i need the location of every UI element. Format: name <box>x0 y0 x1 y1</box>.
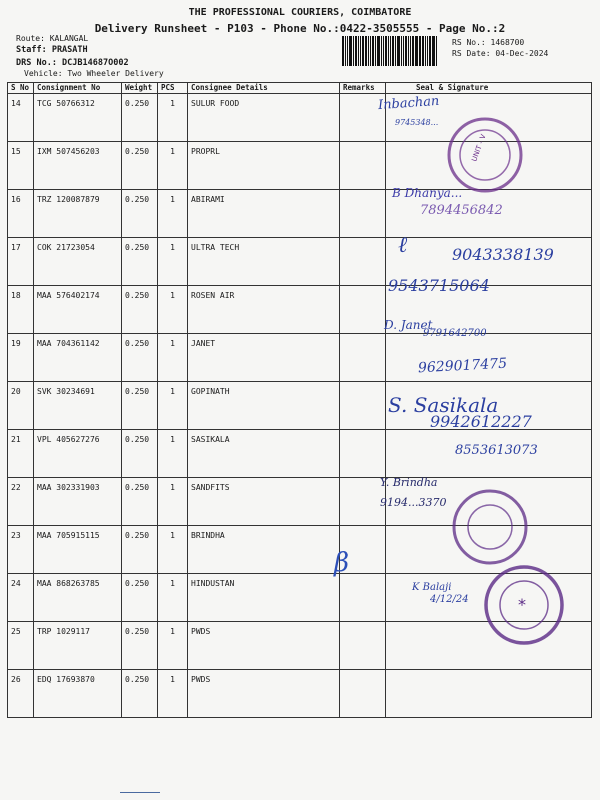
company-stamp-icon <box>476 560 572 650</box>
barcode-bar <box>375 36 376 66</box>
barcode-bar <box>405 36 407 66</box>
cell-consignee: ABIRAMI <box>188 190 340 238</box>
cell-consignee: PWDS <box>188 622 340 670</box>
cell-consignee: BRINDHA <box>188 526 340 574</box>
cell-pcs: 1 <box>158 382 188 430</box>
cell-consignee: SULUR FOOD <box>188 94 340 142</box>
cell-remarks <box>340 142 386 190</box>
barcode-bar <box>383 36 384 66</box>
barcode-bar <box>419 36 420 66</box>
barcode-bar <box>368 36 369 66</box>
col-remarks: Remarks <box>340 83 386 94</box>
cell-weight: 0.250 <box>122 382 158 430</box>
barcode-bar <box>397 36 400 66</box>
cell-consignment-no: VPL 405627276 <box>34 430 122 478</box>
cell-consignee: SASIKALA <box>188 430 340 478</box>
signature-26: K Balaji <box>412 582 452 593</box>
runsheet-title: THE PROFESSIONAL COURIERS, COIMBATORE <box>188 7 412 18</box>
cell-remarks <box>340 286 386 334</box>
cell-pcs: 1 <box>158 622 188 670</box>
barcode-bar <box>408 36 409 66</box>
cell-consignee: JANET <box>188 334 340 382</box>
cell-remarks <box>340 334 386 382</box>
col-pcs: PCS <box>158 83 188 94</box>
cell-consignee: SANDFITS <box>188 478 340 526</box>
cell-consignment-no: IXM 507456203 <box>34 142 122 190</box>
cell-remarks <box>340 382 386 430</box>
cell-sno: 26 <box>8 670 34 718</box>
cell-weight: 0.250 <box>122 94 158 142</box>
barcode-bar <box>385 36 387 66</box>
barcode-bar <box>362 36 364 66</box>
cell-sno: 19 <box>8 334 34 382</box>
table-row <box>8 286 592 334</box>
barcode-bar <box>436 36 437 66</box>
col-sno: S No <box>8 83 34 94</box>
drs-number: DRS No.: DCJB14687O002 <box>16 58 129 68</box>
phone-22: 9942612227 <box>430 412 532 431</box>
barcode-bar <box>355 36 357 66</box>
cell-consignment-no: COK 21723054 <box>34 238 122 286</box>
cell-consignee: ULTRA TECH <box>188 238 340 286</box>
cell-pcs: 1 <box>158 430 188 478</box>
cell-pcs: 1 <box>158 190 188 238</box>
cell-pcs: 1 <box>158 574 188 622</box>
cell-pcs: 1 <box>158 670 188 718</box>
cell-weight: 0.250 <box>122 526 158 574</box>
cell-consignment-no: MAA 576402174 <box>34 286 122 334</box>
cell-sno: 18 <box>8 286 34 334</box>
barcode-bar <box>349 36 352 66</box>
cell-weight: 0.250 <box>122 142 158 190</box>
cell-weight: 0.250 <box>122 670 158 718</box>
barcode-bar <box>410 36 411 66</box>
barcode-bar <box>395 36 396 66</box>
phone-18: 9043338139 <box>452 245 554 264</box>
cell-remarks <box>340 574 386 622</box>
cell-consignee: HINDUSTAN <box>188 574 340 622</box>
barcode-bar <box>365 36 368 66</box>
company-stamp-icon <box>442 482 538 572</box>
cell-consignment-no: MAA 704361142 <box>34 334 122 382</box>
barcode-bar <box>377 36 380 66</box>
company-stamp-icon <box>430 110 540 200</box>
signature-14: Inbachan <box>377 93 440 114</box>
barcode-bar <box>429 36 431 66</box>
barcode-bar <box>412 36 414 66</box>
cell-consignment-no: MAA 868263785 <box>34 574 122 622</box>
barcode-bar <box>370 36 371 66</box>
cell-sno: 21 <box>8 430 34 478</box>
cell-consignment-no: EDQ 17693870 <box>34 670 122 718</box>
cell-sno: 25 <box>8 622 34 670</box>
cell-weight: 0.250 <box>122 190 158 238</box>
cell-sno: 24 <box>8 574 34 622</box>
cell-pcs: 1 <box>158 142 188 190</box>
barcode-bar <box>388 36 389 66</box>
barcode-bar <box>392 36 394 66</box>
cell-consignment-no: MAA 302331903 <box>34 478 122 526</box>
barcode-icon <box>342 36 438 66</box>
cell-remarks <box>340 238 386 286</box>
cell-consignee: GOPINATH <box>188 382 340 430</box>
signature-25: β <box>334 548 350 578</box>
svg-text:UNIT - V: UNIT - V <box>470 133 488 163</box>
phone-14: 9745348... <box>395 118 439 127</box>
vehicle-label: Vehicle: Two Wheeler Delivery <box>24 69 164 78</box>
phone-23: 8553613073 <box>455 443 538 458</box>
cell-weight: 0.250 <box>122 430 158 478</box>
table-header-row <box>8 83 592 94</box>
barcode-bar <box>345 36 346 66</box>
barcode-bar <box>353 36 354 66</box>
barcode-bar <box>358 36 359 66</box>
cell-consignment-no: TCG 50766312 <box>34 94 122 142</box>
col-seal-signature: Seal & Signature <box>386 83 592 94</box>
barcode-bar <box>427 36 428 66</box>
phone-16: 7894456842 <box>420 203 503 218</box>
signature-24: Y. Brindha <box>380 476 438 489</box>
cell-consignment-no: TRZ 120087879 <box>34 190 122 238</box>
cell-pcs: 1 <box>158 478 188 526</box>
signature-16: B Dhanya... <box>392 186 463 200</box>
rs-date: RS Date: 04-Dec-2024 <box>452 49 549 58</box>
cell-pcs: 1 <box>158 334 188 382</box>
cell-weight: 0.250 <box>122 478 158 526</box>
phone-20: 9791642700 <box>423 328 487 339</box>
cell-remarks <box>340 190 386 238</box>
barcode-bar <box>422 36 424 66</box>
cell-sno: 20 <box>8 382 34 430</box>
cell-pcs: 1 <box>158 238 188 286</box>
footer-mark <box>120 792 160 793</box>
col-consignee: Consignee Details <box>188 83 340 94</box>
col-consignment: Consignment No <box>34 83 122 94</box>
svg-text:*: * <box>518 595 526 614</box>
cell-sno: 16 <box>8 190 34 238</box>
cell-remarks <box>340 478 386 526</box>
barcode-bar <box>390 36 391 66</box>
cell-weight: 0.250 <box>122 622 158 670</box>
cell-consignment-no: TRP 1029117 <box>34 622 122 670</box>
staff-label: Staff: PRASATH <box>16 45 88 55</box>
cell-sno: 22 <box>8 478 34 526</box>
phone-21: 9629017475 <box>417 355 508 377</box>
cell-consignee: PROPRL <box>188 142 340 190</box>
cell-weight: 0.250 <box>122 238 158 286</box>
barcode-bar <box>347 36 348 66</box>
barcode-bar <box>342 36 344 66</box>
barcode-bar <box>403 36 404 66</box>
cell-sno: 17 <box>8 238 34 286</box>
cell-consignee: ROSEN AIR <box>188 286 340 334</box>
barcode-bar <box>372 36 374 66</box>
phone-24: 9194...3370 <box>380 496 447 509</box>
barcode-bar <box>401 36 402 66</box>
cell-sno: 23 <box>8 526 34 574</box>
cell-weight: 0.250 <box>122 574 158 622</box>
barcode-bar <box>381 36 382 66</box>
signature-17: ℓ <box>398 233 408 258</box>
cell-consignment-no: SVK 30234691 <box>34 382 122 430</box>
cell-pcs: 1 <box>158 286 188 334</box>
cell-pcs: 1 <box>158 94 188 142</box>
cell-sno: 15 <box>8 142 34 190</box>
barcode-bar <box>415 36 418 66</box>
signature-22: S. Sasikala <box>388 393 499 417</box>
barcode-bar <box>432 36 435 66</box>
table-row <box>8 670 592 718</box>
cell-sno: 14 <box>8 94 34 142</box>
col-weight: Weight <box>122 83 158 94</box>
phone-19: 9543715064 <box>388 276 490 295</box>
cell-signature <box>386 670 592 718</box>
cell-weight: 0.250 <box>122 286 158 334</box>
cell-weight: 0.250 <box>122 334 158 382</box>
barcode-bar <box>425 36 426 66</box>
cell-consignment-no: MAA 705915115 <box>34 526 122 574</box>
rs-number: RS No.: 1468700 <box>452 38 525 47</box>
signature-20: D. Janet <box>384 318 433 332</box>
runsheet-subtitle: Delivery Runsheet - P103 - Phone No.:0422-3505555 - Page No.:2 <box>94 22 506 35</box>
date-26: 4/12/24 <box>430 594 469 605</box>
cell-remarks <box>340 430 386 478</box>
cell-remarks <box>340 670 386 718</box>
barcode-bar <box>360 36 361 66</box>
route-label: Route: KALANGAL <box>16 34 89 43</box>
cell-consignee: PWDS <box>188 670 340 718</box>
barcode-bar <box>420 36 421 66</box>
cell-remarks <box>340 622 386 670</box>
cell-pcs: 1 <box>158 526 188 574</box>
